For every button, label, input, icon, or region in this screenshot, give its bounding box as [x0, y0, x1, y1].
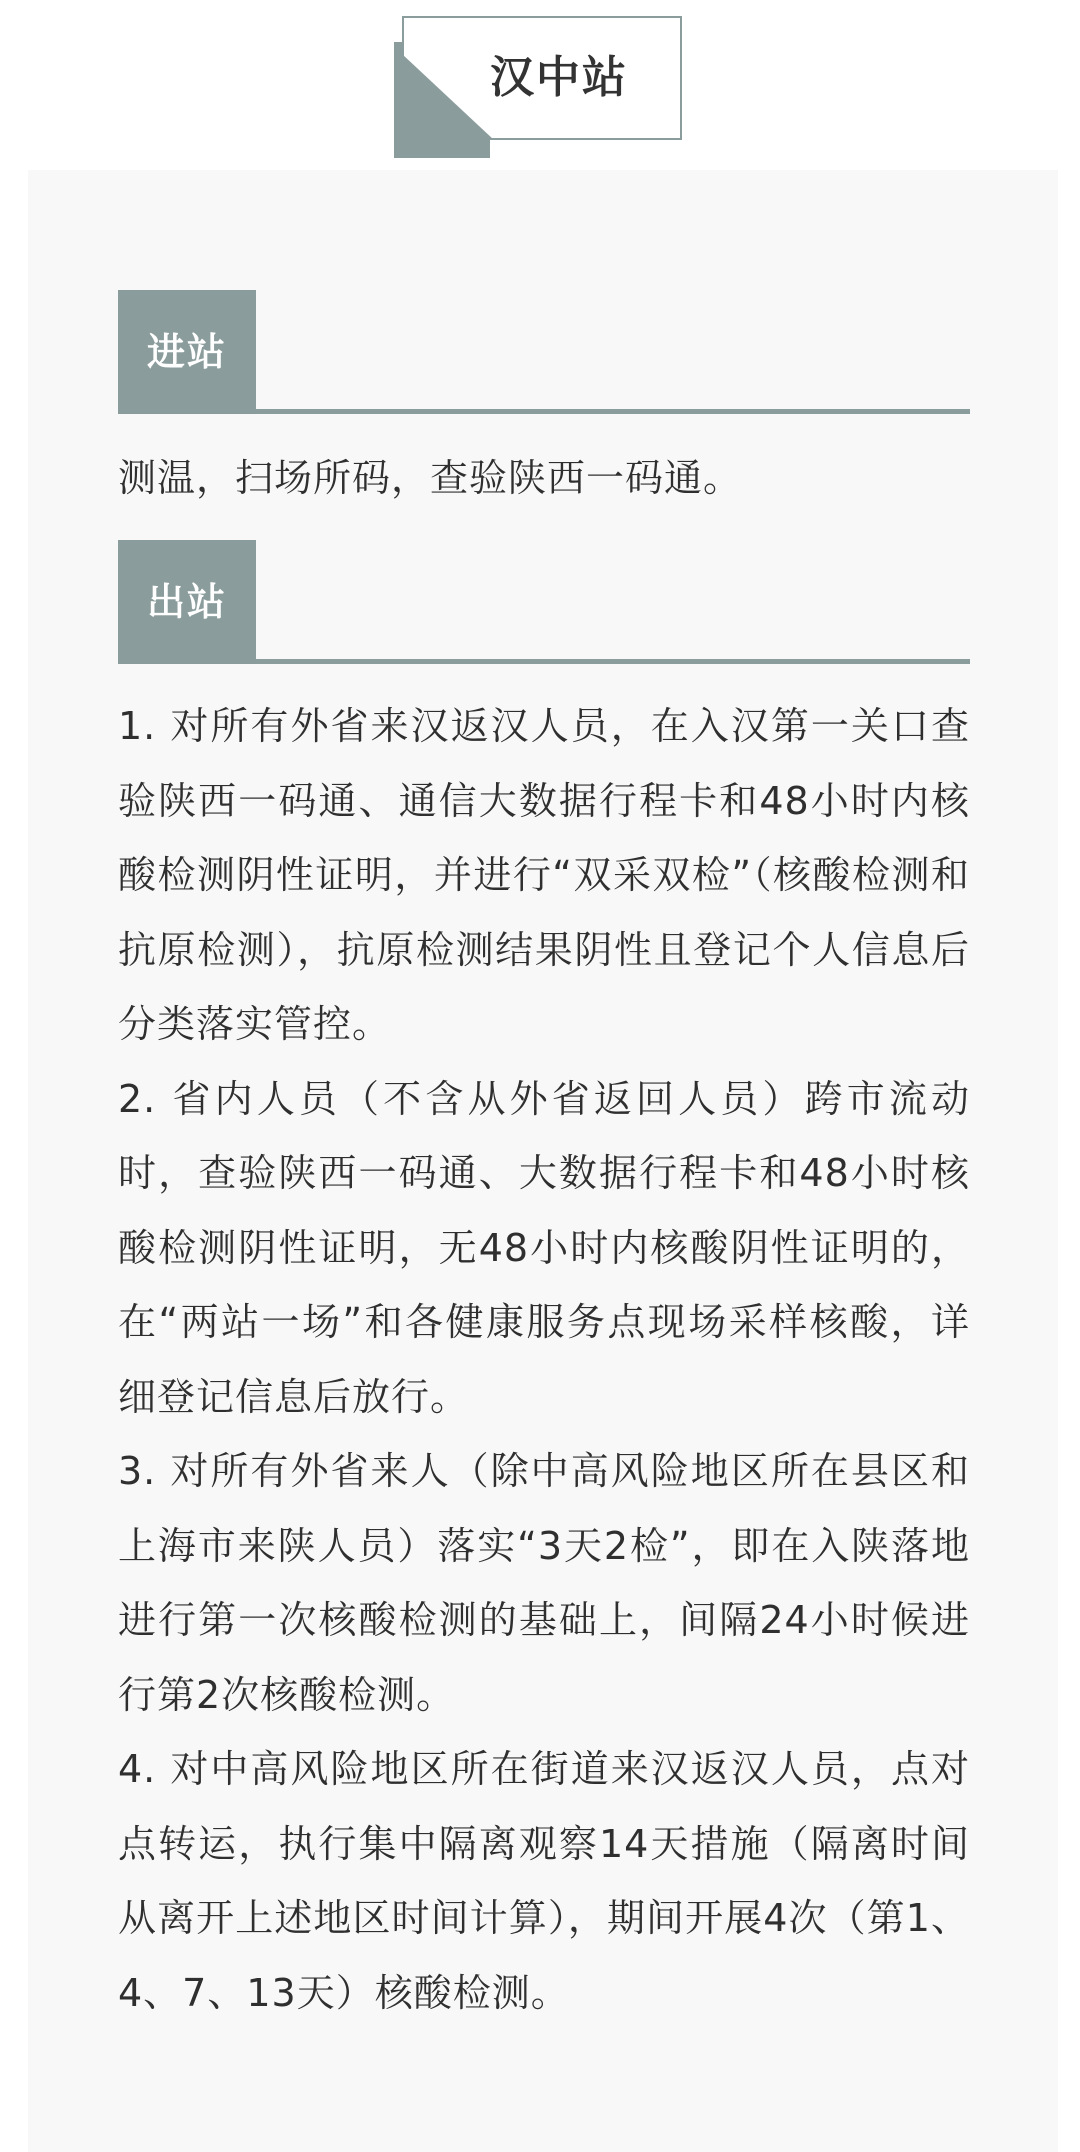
- section-header-entry: [118, 290, 970, 414]
- section-tag-exit: 出站: [118, 540, 256, 664]
- paragraph-item-3: 3. 对所有外省来人（除中高风险地区所在县区和上海市来陕人员）落实“3天2检”，即在入陕落地进行第一次核酸检测的基础上，间隔24小时候进行第2次核酸检测。: [118, 1449, 970, 1717]
- section-header-exit: [118, 540, 970, 664]
- section-body-entry: [118, 441, 970, 516]
- paragraph-item-1: 1. 对所有外省来汉返汉人员，在入汉第一关口查验陕西一码通、通信大数据行程卡和48小时内核酸检测阴性证明，并进行“双采双检”（核酸检测和抗原检测），抗原检测结果阴性且登记个人信息后分类落实管控。: [118, 704, 970, 1046]
- paragraph-item-2: 2. 省内人员（不含从外省返回人员）跨市流动时，查验陕西一码通、大数据行程卡和48小时核酸检测阴性证明，无48小时内核酸阴性证明的，在“两站一场”和各健康服务点现场采样核酸，详细登记信息后放行。: [118, 1076, 970, 1419]
- section-tag-entry: 进站: [118, 290, 256, 414]
- page-title: 汉中站: [490, 52, 628, 103]
- paragraph: 测温，扫场所码，查验陕西一码通。: [118, 456, 743, 500]
- section-divider: [118, 409, 970, 414]
- section-divider: [118, 659, 970, 664]
- paragraph-item-4: 4. 对中高风险地区所在街道来汉返汉人员，点对点转运，执行集中隔离观察14天措施（隔离时间从离开上述地区时间计算），期间开展4次（第1、4、7、13天）核酸检测。: [118, 1747, 970, 2015]
- section-body-exit: [118, 689, 970, 2030]
- station-title-block: [394, 16, 686, 146]
